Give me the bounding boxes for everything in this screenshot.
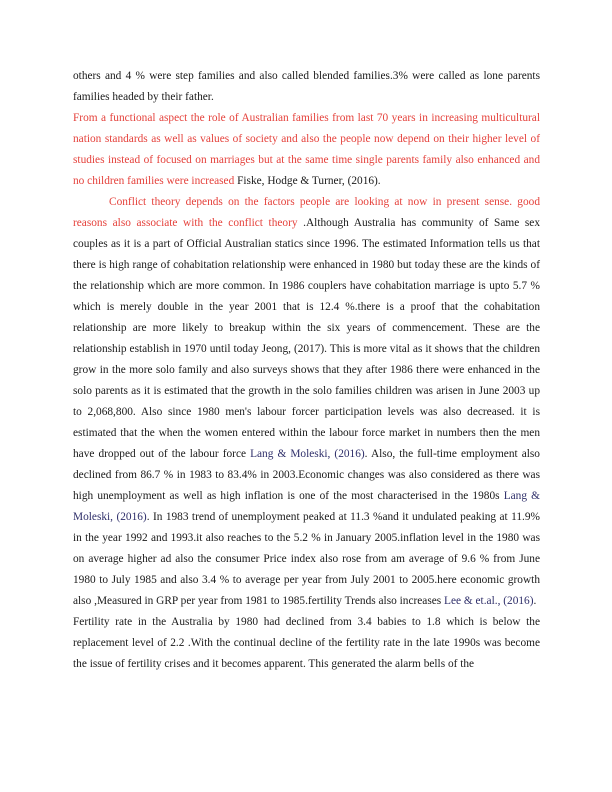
paragraph-text: others and 4 % were step families and also called blended families.3% were called as lone parents families headed by their father. (73, 70, 540, 103)
highlighted-text: From a functional aspect the role of Australian families from last 70 years in increasing multicultural nation standards as well as values of society and also the people now depend on their higher level of studies instead of focused on marriages but at the same time single parents family also enhanced and no children families were increased (73, 112, 540, 187)
paragraph-text: . In 1983 trend of unemployment peaked at 11.3 %and it undulated peaking at 11.9% in the year 1992 and 1993.it also reaches to the 5.2 % in January 2005.inflation level in the 1980 was on average higher ad also the consumer Price index also rose from am average of 9.6 % from June 1980 to July 1985 and also 3.4 % to average per year from July 2001 to 2005.here economic growth also ,Measured in GRP per year from 1981 to 1985.fertility Trends also increases (73, 511, 540, 607)
paragraph-family-types (73, 66, 540, 108)
highlighted-text: Conflict theory depends on the factors people are looking at now in present sense. good reasons also associate with the conflict theory (73, 196, 540, 229)
paragraph-conflict-theory (73, 192, 540, 612)
citation: Fiske, Hodge & Turner, (2016). (234, 175, 381, 187)
paragraph-fertility-rate (73, 612, 540, 675)
paragraph-text: . Also, the full-time employment also declined from 86.7 % in 1983 to 83.4% in 2003.Economic changes was also considered as there was high unemployment as well as high inflation is one of the most characterised in the 1980s (73, 448, 540, 502)
paragraph-text: .Although Australia has community of Same sex couples as it is a part of Official Australian statics since 1996. The estimated Information tells us that there is high range of cohabitation relationship were enhanced in 1980 but today these are the kinds of the relationship which are more common. In 1986 couplers have cohabitation marriage is upto 5.7 % which is merely double in the year 2001 that is 12.4 %.there is a proof that the cohabitation relationship are more likely to breakup within the six years of commencement. These are the relationship establish in 1970 until today Jeong, (2017). This is more vital as it shows that the children grow in the more solo family and also surveys shows that they after 1986 there were enhanced in the solo parents as it is estimated that the growth in the solo families children was arisen in June 2003 up to 2,068,800. Also since 1980 men's labour forcer participation levels was also decreased. it is estimated that the when the women entered within the labour force market in numbers then the men have dropped out of the labour force (73, 217, 540, 460)
citation: Lang & Moleski, (2016) (73, 490, 540, 523)
paragraph-functional-aspect (73, 108, 540, 192)
citation: Lang & Moleski, (2016) (250, 448, 365, 460)
document-body (73, 66, 540, 675)
citation: Lee & et.al., (2016) (444, 595, 534, 607)
paragraph-text: Fertility rate in the Australia by 1980 had declined from 3.4 babies to 1.8 which is below the replacement level of 2.2 .With the continual decline of the fertility rate in the late 1990s was become the issue of fertility crises and it becomes apparent. This generated the alarm bells of the (73, 616, 540, 670)
paragraph-text: . (533, 595, 537, 607)
